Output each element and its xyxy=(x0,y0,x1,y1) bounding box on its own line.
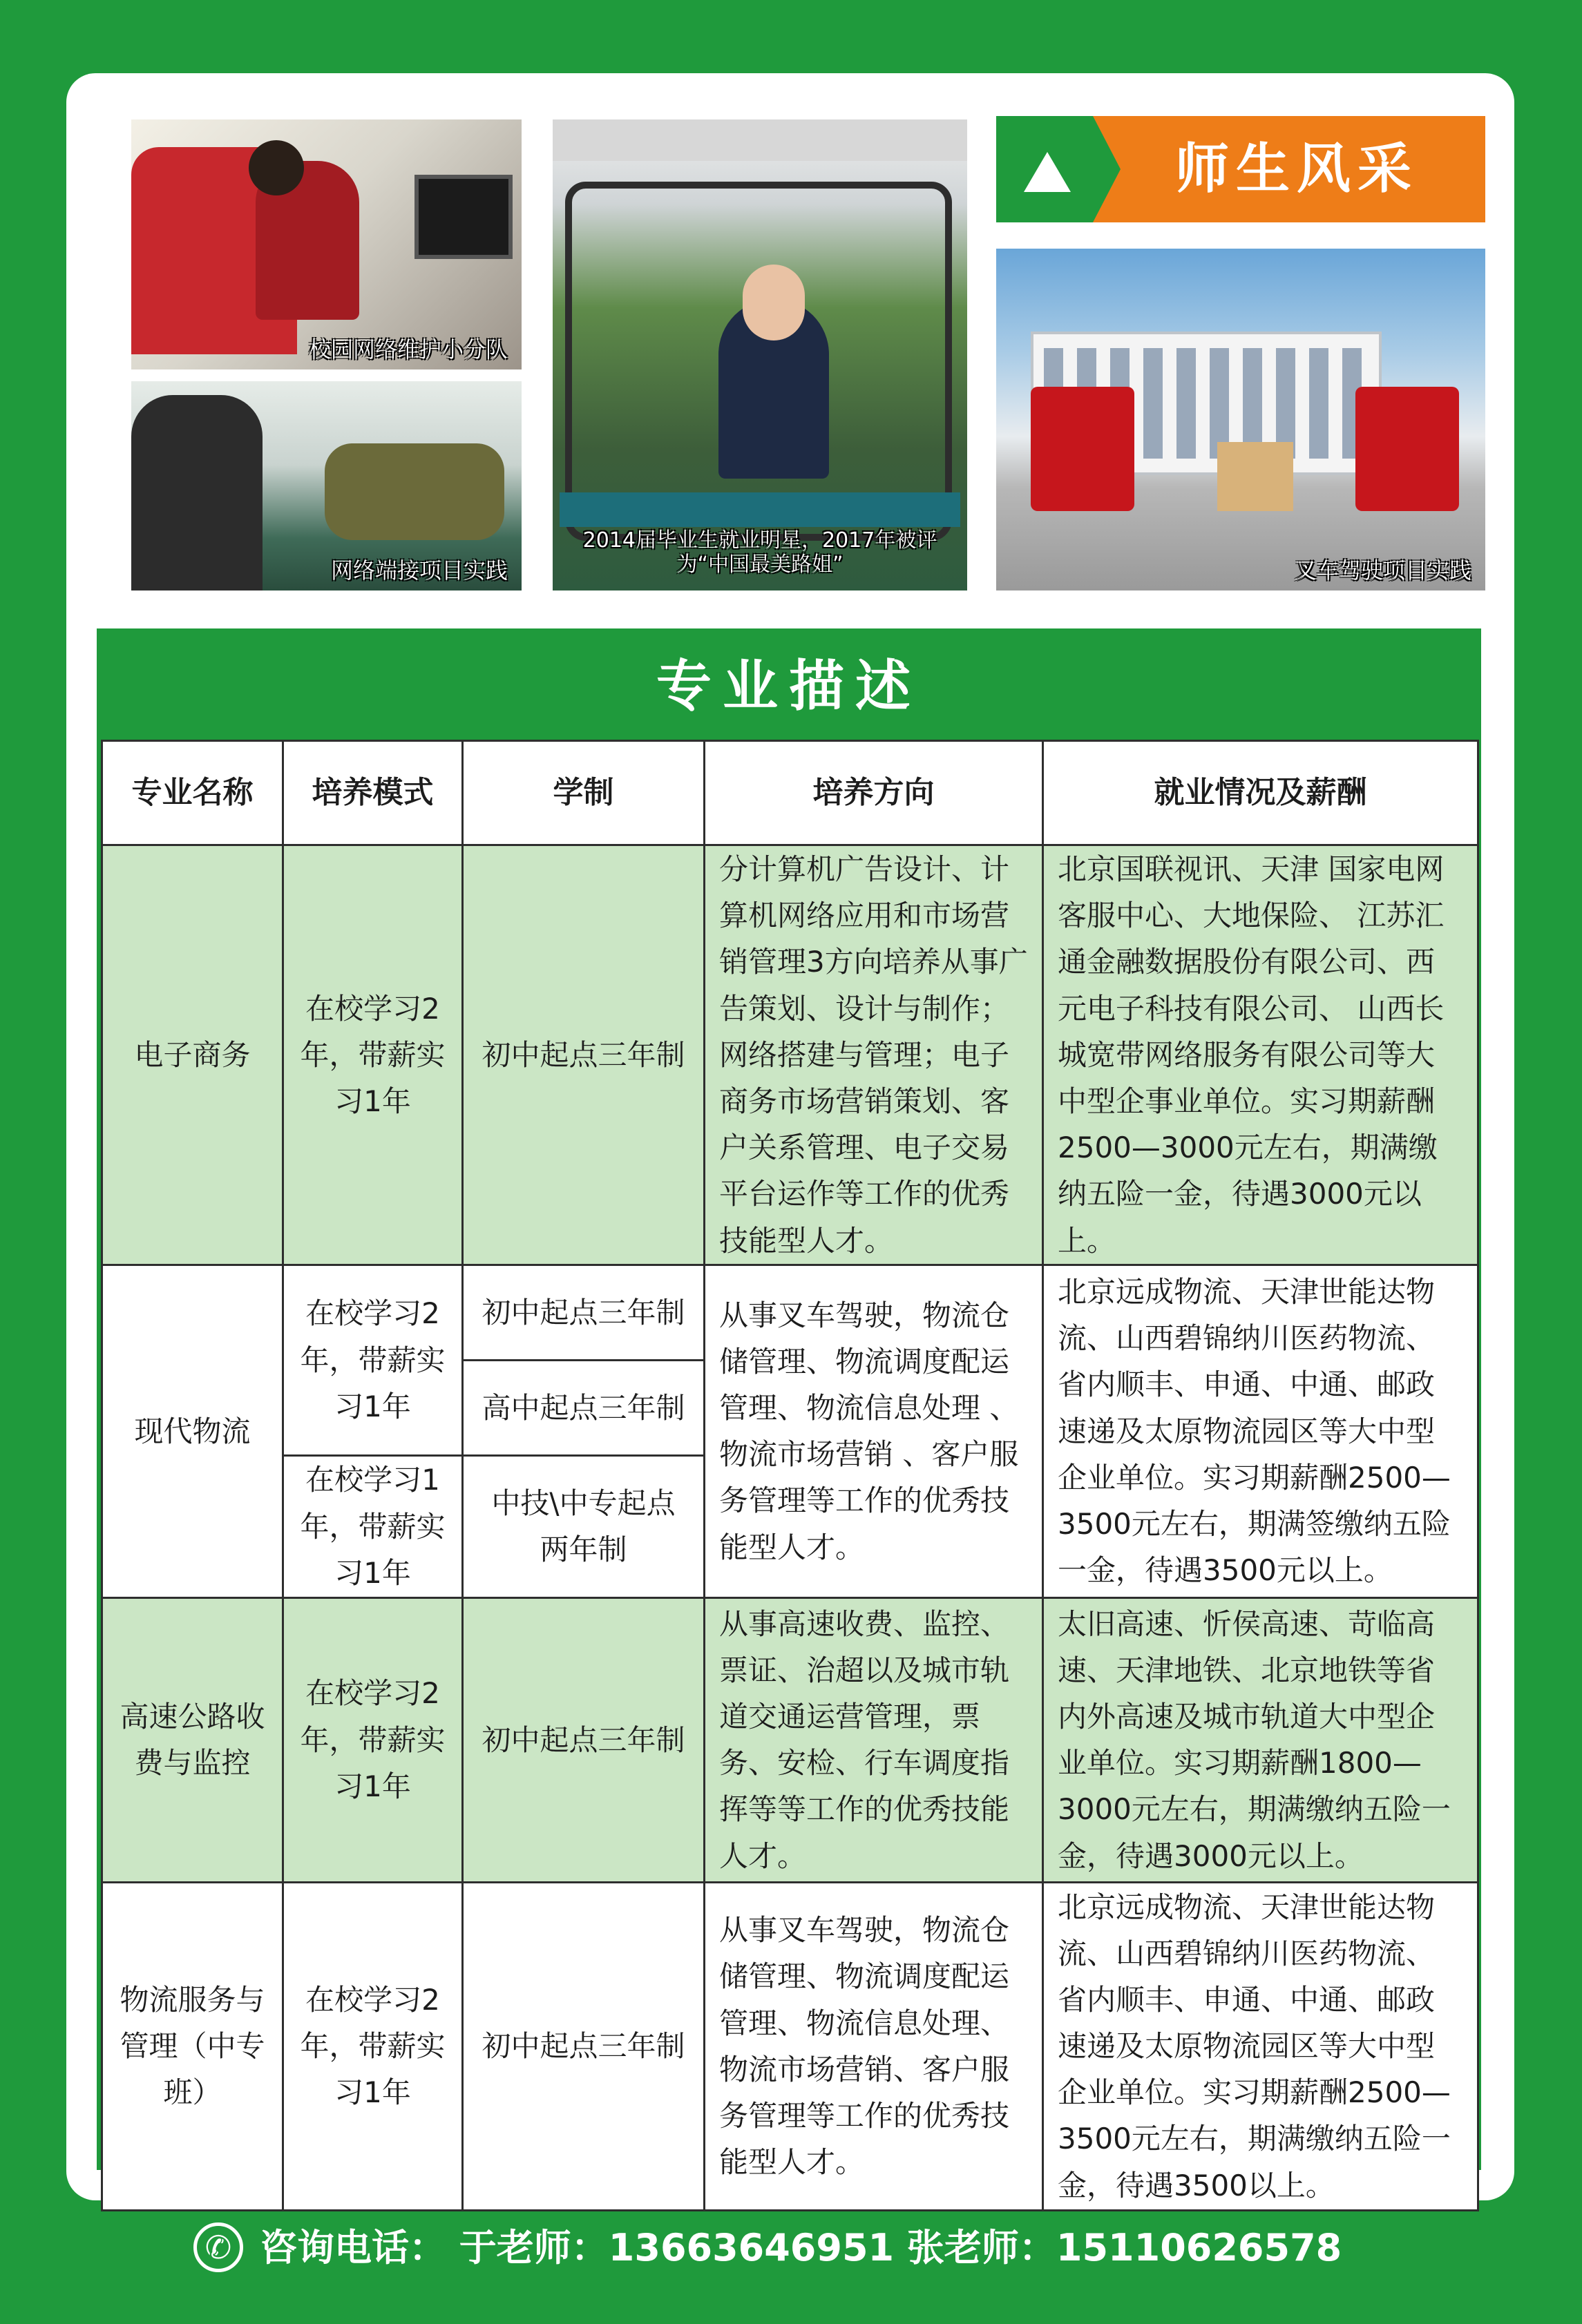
training-direction: 从事叉车驾驶，物流仓储管理、物流调度配运管理、物流信息处理 、物流市场营销 、客户服务管理等工作的优秀技能型人才。 xyxy=(705,1265,1043,1597)
contact-footer xyxy=(193,2217,1506,2279)
employment-salary: 北京国联视讯、天津 国家电网客服中心、大地保险、 江苏汇通金融数据股份有限公司、西元电子科技有限公司、 山西长城宽带网络服务有限公司等大中型企事业单位。实习期薪酬 2500—3000元左右，期满缴纳五险一金，待遇3000元以上。 xyxy=(1043,845,1478,1265)
photo-caption: 网络端接项目实践 xyxy=(330,557,508,584)
table-title: 专业描述 xyxy=(101,633,1477,740)
section-header xyxy=(996,116,1485,222)
duration: 初中起点三年制 xyxy=(463,845,705,1265)
employment-salary: 北京远成物流、天津世能达物流、山西碧锦纳川医药物流、省内顺丰、申通、中通、邮政速递及太原物流园区等大中型企业单位。实习期薪酬2500—3500元左右，期满签缴纳五险一金，待遇3500元以上。 xyxy=(1043,1265,1478,1597)
training-direction: 从事高速收费、监控、票证、治超以及城市轨道交通运营管理，票务、安检、行车调度指挥等等工作的优秀技能人才。 xyxy=(705,1597,1043,1882)
table-header-row xyxy=(102,741,1478,845)
phone-icon: ✆ xyxy=(193,2222,243,2272)
table-row xyxy=(102,1882,1478,2210)
major-name: 高速公路收费与监控 xyxy=(102,1597,283,1882)
contact-phone-text: 咨询电话： 于老师：13663646951 张老师：15110626578 xyxy=(260,2226,1342,2269)
photo-network-team xyxy=(131,119,522,369)
header-cell: 专业名称 xyxy=(102,741,283,845)
major-table xyxy=(101,740,1479,2211)
section-title: 师生风采 xyxy=(1174,138,1418,200)
duration: 中技\中专起点两年制 xyxy=(463,1455,705,1597)
major-name: 现代物流 xyxy=(102,1265,283,1597)
duration: 初中起点三年制 xyxy=(463,1597,705,1882)
training-direction: 分计算机广告设计、计算机网络应用和市场营销管理3方向培养从事广告策划、设计与制作；网络搭建与管理；电子商务市场营销策划、客户关系管理、电子交易平台运作等工作的优秀技能型人才。 xyxy=(705,845,1043,1265)
training-direction: 从事叉车驾驶，物流仓储管理、物流调度配运管理、物流信息处理、物流市场营销、客户服务管理等工作的优秀技能型人才。 xyxy=(705,1882,1043,2210)
major-name: 电子商务 xyxy=(102,845,283,1265)
table-row xyxy=(102,845,1478,1265)
employment-salary: 太旧高速、忻侯高速、苛临高速、天津地铁、北京地铁等省内外高速及城市轨道大中型企业单位。实习期薪酬1800—3000元左右，期满缴纳五险一金，待遇3000元以上。 xyxy=(1043,1597,1478,1882)
training-mode: 在校学习1年，带薪实习1年 xyxy=(283,1455,463,1597)
table-row xyxy=(102,1597,1478,1882)
duration: 高中起点三年制 xyxy=(463,1360,705,1455)
header-cell: 培养模式 xyxy=(283,741,463,845)
major-table-block xyxy=(97,628,1481,2202)
photo-network-practice xyxy=(131,381,522,590)
training-mode: 在校学习2年，带薪实习1年 xyxy=(283,1882,463,2210)
duration: 初中起点三年制 xyxy=(463,1265,705,1360)
photo-graduate-star xyxy=(553,119,967,590)
photo-caption: 叉车驾驶项目实践 xyxy=(1294,557,1471,584)
photo-caption: 校园网络维护小分队 xyxy=(308,336,508,363)
photo-forklift-practice xyxy=(996,249,1485,590)
triangle-up-icon xyxy=(1024,152,1071,192)
major-name: 物流服务与管理（中专班） xyxy=(102,1882,283,2210)
table-row xyxy=(102,1265,1478,1360)
duration: 初中起点三年制 xyxy=(463,1882,705,2210)
header-cell: 培养方向 xyxy=(705,741,1043,845)
header-cell: 学制 xyxy=(463,741,705,845)
training-mode: 在校学习2年，带薪实习1年 xyxy=(283,1597,463,1882)
header-cell: 就业情况及薪酬 xyxy=(1043,741,1478,845)
employment-salary: 北京远成物流、天津世能达物流、山西碧锦纳川医药物流、省内顺丰、申通、中通、邮政速递及太原物流园区等大中型企业单位。实习期薪酬2500—3500元左右，期满缴纳五险一金，待遇3500以上。 xyxy=(1043,1882,1478,2210)
training-mode: 在校学习2年，带薪实习1年 xyxy=(283,1265,463,1455)
training-mode: 在校学习2年，带薪实习1年 xyxy=(283,845,463,1265)
photo-caption: 2014届毕业生就业明星，2017年被评为“中国最美路姐” xyxy=(582,528,937,577)
